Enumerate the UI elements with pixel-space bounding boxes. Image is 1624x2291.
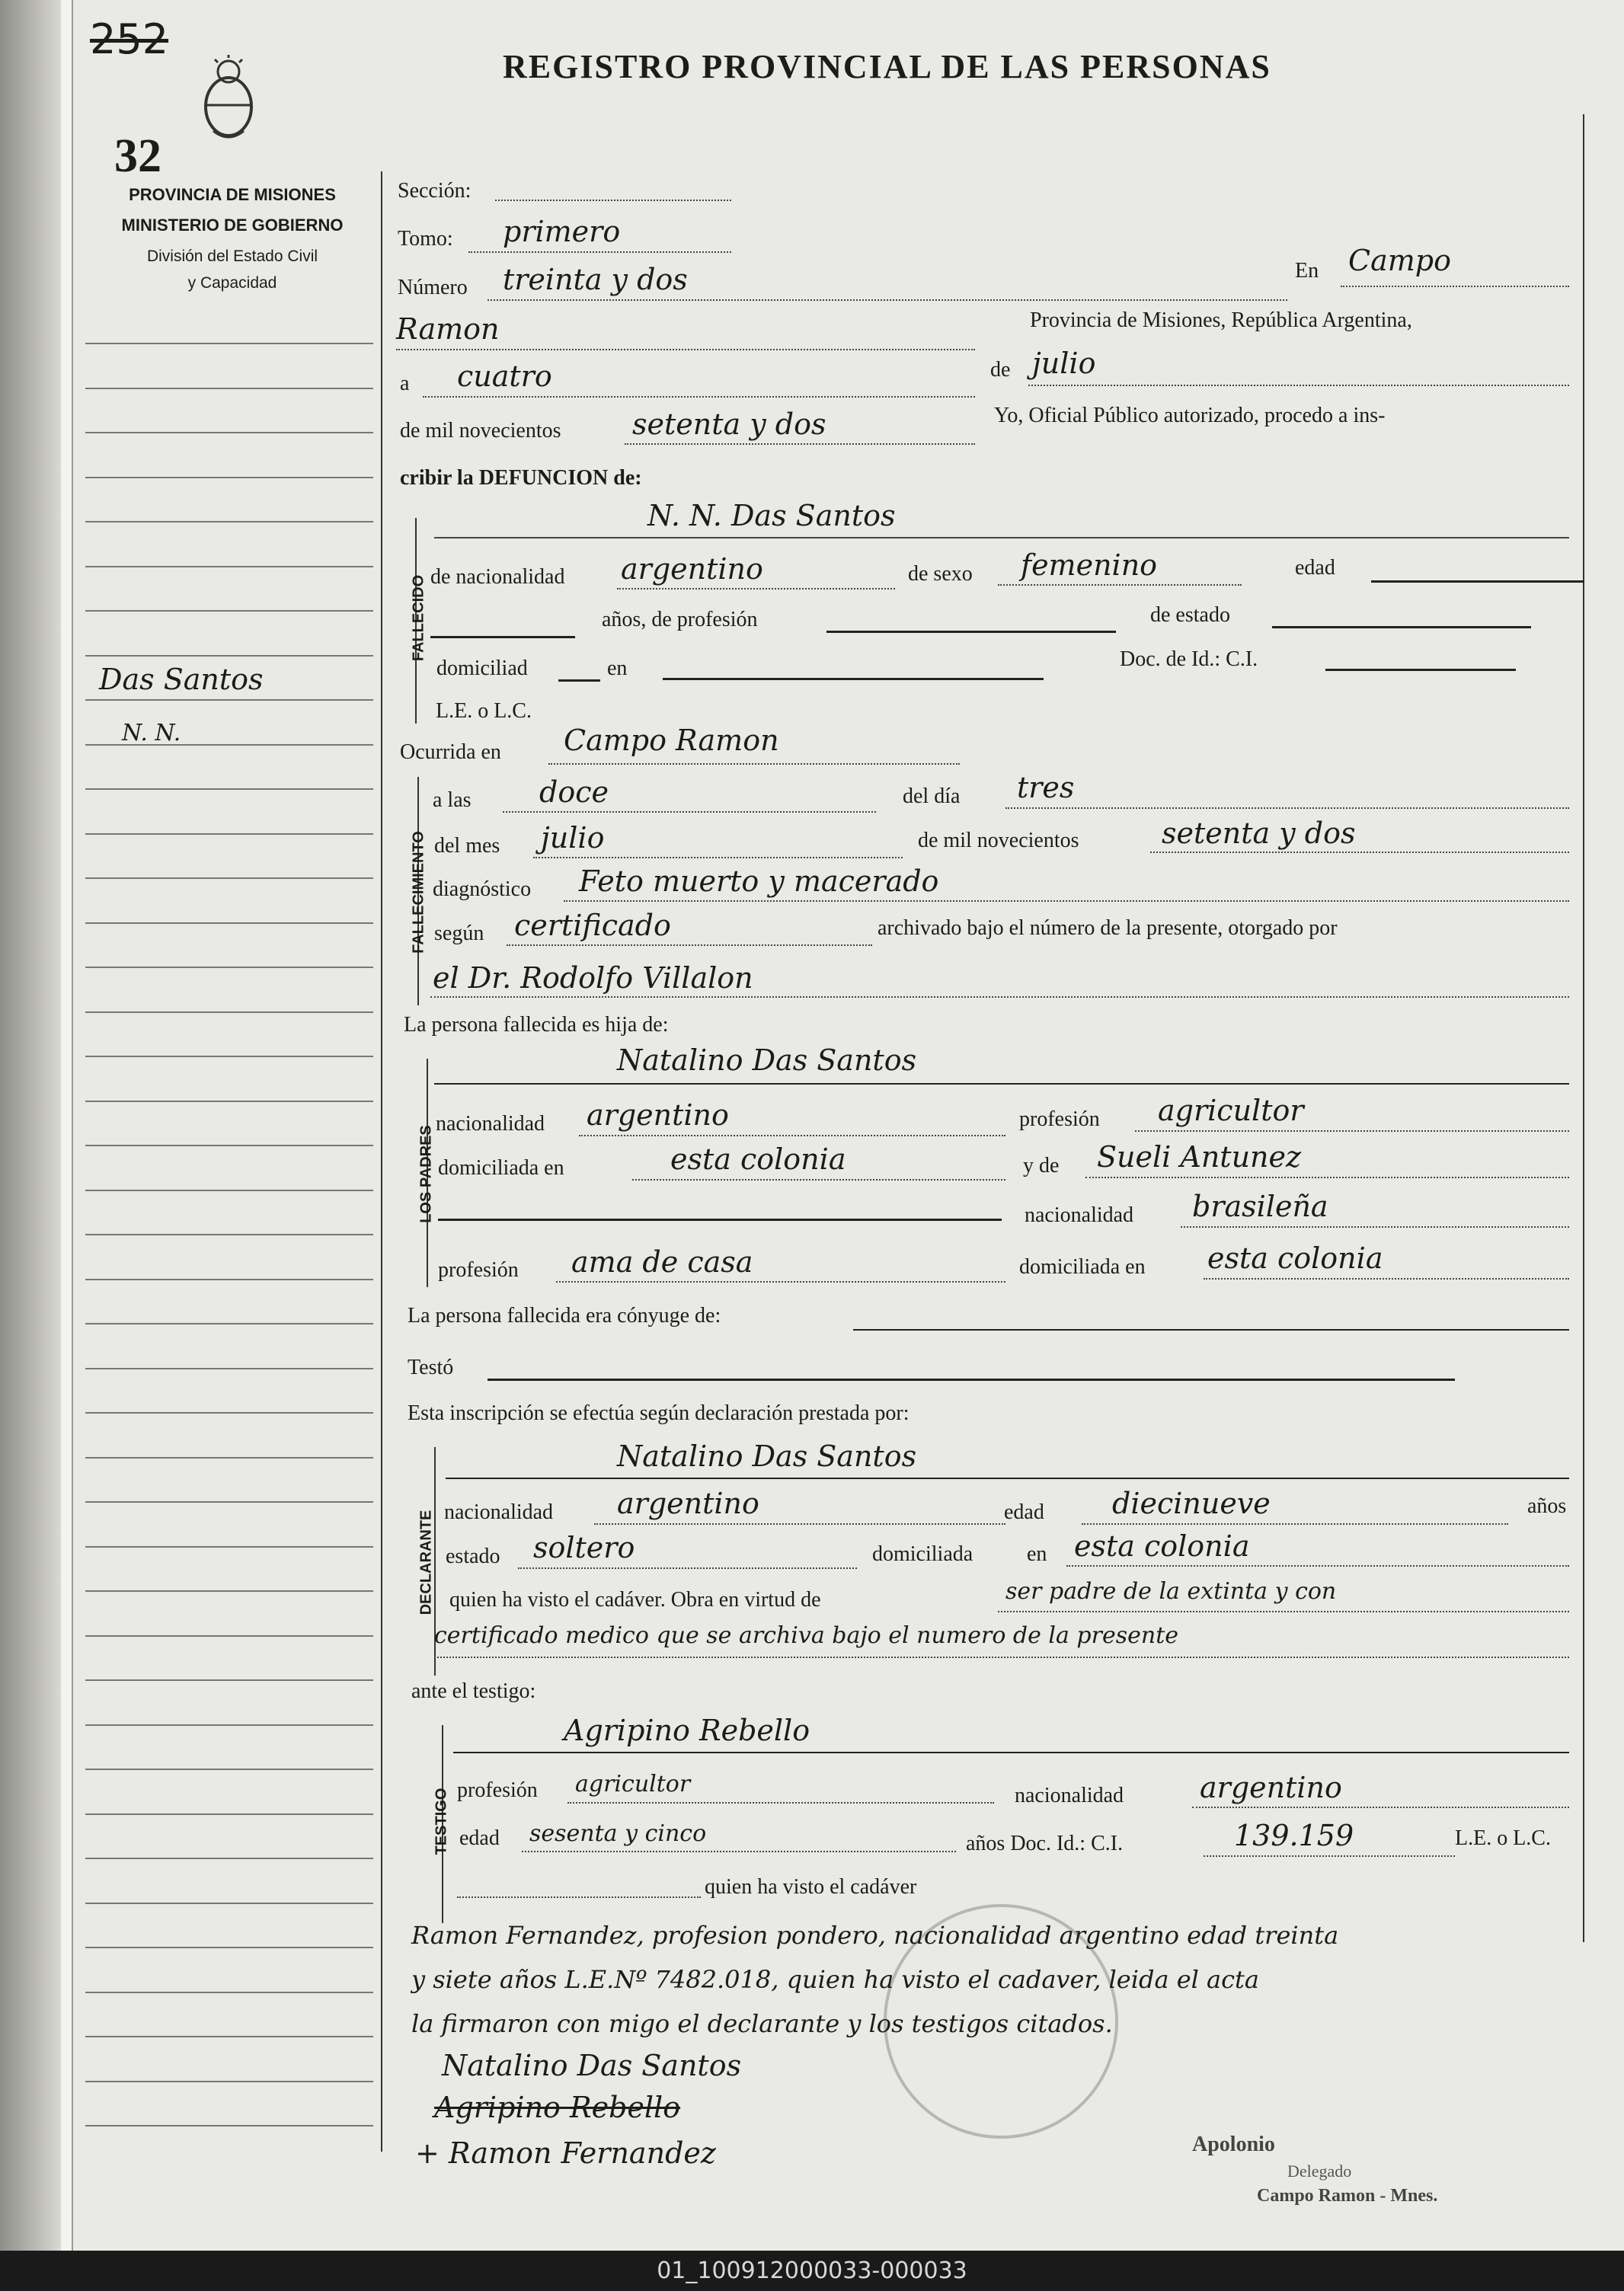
margin-note-surname: Das Santos — [99, 663, 264, 696]
page-title: REGISTRO PROVINCIAL DE LAS PERSONAS — [503, 48, 1271, 85]
declarante-virtud2-line — [434, 1657, 1569, 1658]
testigo-edad-label: edad — [459, 1826, 500, 1850]
margin-ruled-line — [85, 833, 373, 835]
declarante-dom-en-label: en — [1027, 1542, 1047, 1566]
margin-ruled-line — [85, 477, 373, 478]
officer-title: Delegado — [1287, 2162, 1352, 2181]
madre-nac-value: brasileña — [1192, 1190, 1328, 1223]
margin-ruled-line — [85, 699, 373, 701]
madre-name: Sueli Antunez — [1097, 1140, 1302, 1174]
declarante-intro: Esta inscripción se efectúa según declaración prestada por: — [408, 1401, 910, 1425]
struck-number: 252 — [90, 15, 169, 63]
testigo-doc-label: años Doc. Id.: C.I. — [966, 1832, 1124, 1855]
margin-ruled-line — [85, 521, 373, 522]
padres-blank-line — [438, 1219, 1002, 1221]
seccion-line — [495, 200, 731, 201]
en-line — [1341, 286, 1569, 287]
testigo-prof-value: agricultor — [575, 1771, 691, 1797]
testigo-visto-label: quien ha visto el cadáver — [705, 1875, 917, 1899]
division-heading: División del Estado Civil — [146, 248, 318, 265]
testigo-edad-value: sesenta y cinco — [529, 1820, 707, 1847]
estado-line — [1272, 626, 1531, 628]
signature-testigo: Agripino Rebello — [434, 2091, 681, 2124]
segun-label: según — [434, 922, 484, 945]
a-label: a — [400, 372, 410, 395]
madre-dom-line — [1204, 1278, 1569, 1280]
margin-ruled-line — [85, 655, 373, 657]
deceased-name: N. N. Das Santos — [647, 499, 896, 532]
province-text: Provincia de Misiones, República Argentina, — [1030, 308, 1412, 332]
le-label: L.E. o L.C. — [436, 699, 532, 723]
profesion-line — [826, 631, 1116, 633]
padre-nac-line — [579, 1135, 1005, 1136]
diagnostico-line — [564, 900, 1569, 902]
margin-ruled-line — [85, 1323, 373, 1324]
declarante-name: Natalino Das Santos — [617, 1439, 917, 1473]
closing-line-1: Ramon Fernandez, profesion pondero, nacionalidad argentino edad treinta — [411, 1921, 1339, 1950]
margin-ruled-line — [85, 1145, 373, 1146]
margin-ruled-line — [85, 1368, 373, 1369]
doctor-value: el Dr. Rodolfo Villalon — [433, 961, 753, 995]
declarante-edad-label: edad — [1004, 1500, 1044, 1524]
declarante-nac-line — [594, 1523, 1005, 1525]
margin-ruled-line — [85, 1190, 373, 1191]
en-label: En — [1295, 259, 1319, 283]
de-label: de — [990, 358, 1011, 382]
sexo-label: de sexo — [908, 562, 973, 586]
mes-value: julio — [541, 821, 605, 855]
margin-ruled-line — [85, 1992, 373, 1993]
declarante-dom-label: domiciliada — [872, 1542, 973, 1566]
madre-prof-value: ama de casa — [571, 1245, 753, 1279]
padre-prof-line — [1135, 1130, 1569, 1132]
testo-line — [488, 1379, 1455, 1381]
margin-ruled-line — [85, 1635, 373, 1637]
sexo-line — [998, 584, 1242, 586]
declarante-dom-value: esta colonia — [1074, 1529, 1250, 1563]
testigo-prof-line — [567, 1802, 994, 1804]
margin-ruled-line — [85, 1903, 373, 1904]
ante-testigo-label: ante el testigo: — [411, 1679, 536, 1703]
madre-nac-label: nacionalidad — [1025, 1203, 1134, 1227]
declarante-estado-value: soltero — [533, 1531, 635, 1564]
a-las-label: a las — [433, 788, 472, 812]
margin-ruled-line — [85, 1234, 373, 1235]
closing-line-3: la firmaron con migo el declarante y los testigos citados. — [411, 2009, 1113, 2038]
margin-ruled-line — [85, 1501, 373, 1503]
anio-value: setenta y dos — [1162, 816, 1356, 850]
margin-ruled-line — [85, 1724, 373, 1726]
margin-ruled-line — [85, 1412, 373, 1414]
declarante-edad-value: diecinueve — [1112, 1487, 1271, 1520]
dia-value: tres — [1017, 771, 1075, 804]
signature-declarante: Natalino Das Santos — [442, 2049, 742, 2082]
margin-ruled-line — [85, 2125, 373, 2126]
numero-value: treinta y dos — [503, 263, 688, 296]
a-las-value: doce — [539, 775, 609, 809]
margin-ruled-line — [85, 877, 373, 879]
margin-ruled-line — [85, 2081, 373, 2082]
en-value: Campo — [1348, 244, 1451, 277]
margin-ruled-line — [85, 922, 373, 924]
a-las-line — [503, 811, 876, 813]
year-line — [625, 443, 975, 445]
month-value: julio — [1032, 347, 1096, 380]
testigo-doc-value: 139.159 — [1234, 1819, 1354, 1852]
officer-text: Yo, Oficial Público autorizado, procedo a ins- — [994, 404, 1386, 427]
padre-name: Natalino Das Santos — [617, 1043, 917, 1077]
padre-prof-value: agricultor — [1158, 1094, 1304, 1127]
mes-label: del mes — [434, 834, 500, 858]
fallecido-nacionalidad-label: de nacionalidad — [430, 565, 565, 589]
madre-prof-label: profesión — [438, 1258, 519, 1282]
margin-rule — [381, 171, 382, 2152]
margin-note-name: N. N. — [122, 720, 181, 746]
image-footer-id: 01_100912000033-000033 — [0, 2251, 1624, 2291]
padre-dom-line — [632, 1179, 1005, 1181]
declarante-nac-label: nacionalidad — [444, 1500, 554, 1524]
edad-label: edad — [1295, 556, 1335, 580]
tomo-value: primero — [503, 215, 621, 248]
margin-ruled-line — [85, 432, 373, 433]
fallecido-nacionalidad: argentino — [621, 552, 763, 586]
ocurrida-line — [548, 763, 960, 765]
margin-ruled-line — [85, 1011, 373, 1013]
dia-line — [1005, 807, 1569, 809]
anio-label: de mil novecientos — [918, 829, 1079, 852]
madre-dom-value: esta colonia — [1207, 1241, 1383, 1275]
tomo-label: Tomo: — [398, 227, 453, 251]
diagnostico-value: Feto muerto y macerado — [579, 864, 939, 898]
sexo-value: femenino — [1021, 548, 1158, 582]
a-day-line — [423, 396, 975, 398]
padre-name-line — [434, 1083, 1569, 1085]
madre-dom-label: domiciliada en — [1019, 1255, 1146, 1279]
declarante-virtud2-value: certificado medico que se archiva bajo el numero de la presente — [434, 1622, 1179, 1649]
margin-ruled-line — [85, 1679, 373, 1681]
madre-prof-line — [556, 1281, 1005, 1283]
capacity-heading: y Capacidad — [187, 274, 277, 292]
testigo-edad-line — [522, 1851, 956, 1852]
testo-label: Testó — [408, 1356, 454, 1379]
declarante-dom-line — [1066, 1565, 1569, 1567]
margin-ruled-line — [85, 788, 373, 790]
edad-line — [1371, 580, 1584, 583]
domicilio-en-label: en — [607, 657, 628, 680]
declarante-virtud-value: ser padre de la extinta y con — [1005, 1578, 1337, 1605]
anos-profesion-label: años, de profesión — [602, 608, 758, 631]
margin-ruled-line — [85, 1947, 373, 1948]
officer-place: Campo Ramon - Mnes. — [1257, 2186, 1438, 2206]
ocurrida-label: Ocurrida en — [400, 740, 501, 764]
book-binding — [0, 0, 61, 2251]
conyuge-label: La persona fallecida era cónyuge de: — [408, 1304, 721, 1328]
testigo-nac-label: nacionalidad — [1015, 1784, 1124, 1807]
declarante-virtud-line — [998, 1611, 1569, 1612]
declarante-name-line — [446, 1478, 1569, 1479]
margin-ruled-line — [85, 388, 373, 389]
margin-ruled-line — [85, 1858, 373, 1859]
archivado-text: archivado bajo el número de la presente, otorgado por — [878, 916, 1338, 940]
doc-line — [1325, 669, 1516, 671]
fallecido-side-label: FALLECIDO — [410, 574, 427, 662]
coat-of-arms-icon — [190, 55, 267, 146]
place-line — [396, 349, 975, 350]
domiciliad-line — [558, 679, 600, 682]
padre-nac-label: nacionalidad — [436, 1112, 545, 1136]
ministry-heading: MINISTERIO DE GOBIERNO — [121, 216, 344, 235]
numero-label: Número — [398, 276, 468, 299]
padre-nac-value: argentino — [587, 1098, 729, 1132]
signature-third: + Ramon Fernandez — [415, 2136, 716, 2170]
declarante-nac-value: argentino — [617, 1487, 759, 1520]
margin-ruled-line — [85, 1546, 373, 1548]
margin-ruled-line — [85, 343, 373, 344]
officer-name: Apolonio — [1192, 2133, 1275, 2156]
doc-label: Doc. de Id.: C.I. — [1120, 647, 1258, 671]
madre-name-line — [1085, 1177, 1569, 1178]
yde-label: y de — [1023, 1154, 1060, 1177]
anos-line — [430, 636, 575, 638]
inscribir-text: cribir la DEFUNCION de: — [400, 466, 642, 490]
seccion-label: Sección: — [398, 179, 472, 203]
declarante-side-label: DECLARANTE — [417, 1510, 435, 1615]
numero-line — [488, 299, 1287, 301]
margin-ruled-line — [85, 610, 373, 612]
declarante-estado-label: estado — [446, 1545, 500, 1568]
margin-ruled-line — [85, 1056, 373, 1057]
margin-ruled-line — [85, 1101, 373, 1102]
domicilio-line — [663, 678, 1044, 680]
padre-dom-value: esta colonia — [670, 1142, 846, 1176]
page-edge — [61, 0, 73, 2251]
declarante-edad-line — [1082, 1523, 1508, 1525]
hija-label: La persona fallecida es hija de: — [404, 1013, 669, 1037]
margin-ruled-line — [85, 2036, 373, 2037]
right-rule — [1583, 114, 1584, 1942]
fallecido-nacionalidad-line — [617, 588, 895, 590]
margin-ruled-line — [85, 1813, 373, 1815]
domiciliad-label: domiciliad — [436, 657, 528, 680]
diagnostico-label: diagnóstico — [433, 877, 532, 901]
estado-label: de estado — [1150, 603, 1230, 627]
year-label: de mil novecientos — [400, 419, 561, 443]
madre-nac-line — [1181, 1226, 1569, 1228]
place-value: Ramon — [396, 312, 500, 346]
padre-dom-label: domiciliada en — [438, 1156, 564, 1180]
testigo-doc-line — [1204, 1855, 1455, 1857]
testigo-le-label: L.E. o L.C. — [1455, 1826, 1551, 1850]
margin-ruled-line — [85, 967, 373, 968]
tomo-line — [468, 251, 731, 253]
margin-ruled-line — [85, 1457, 373, 1459]
doctor-line — [430, 996, 1569, 998]
ocurrida-value: Campo Ramon — [564, 724, 779, 757]
testigo-nac-line — [1192, 1807, 1569, 1808]
mes-line — [533, 857, 903, 858]
declarante-anos-label: años — [1527, 1494, 1567, 1518]
anio-line — [1150, 852, 1569, 853]
margin-ruled-line — [85, 1279, 373, 1280]
province-heading: PROVINCIA DE MISIONES — [129, 185, 336, 204]
conyuge-line — [853, 1329, 1569, 1331]
testigo-name-line — [453, 1752, 1569, 1753]
margin-ruled-line — [85, 566, 373, 567]
deceased-name-line — [434, 537, 1569, 538]
testigo-name: Agripino Rebello — [564, 1714, 810, 1747]
segun-line — [507, 944, 872, 946]
folio-number: 32 — [114, 130, 161, 182]
declarante-visto-label: quien ha visto el cadáver. Obra en virtud de — [449, 1588, 821, 1612]
margin-ruled-line — [85, 1769, 373, 1770]
year-value: setenta y dos — [632, 407, 826, 441]
testigo-side-label: TESTIGO — [433, 1788, 450, 1855]
declarante-estado-line — [518, 1567, 857, 1569]
a-day-value: cuatro — [457, 359, 552, 393]
dia-label: del día — [903, 784, 961, 808]
margin-ruled-line — [85, 1590, 373, 1592]
fallecimiento-side-label: FALLECIMIENTO — [410, 831, 427, 954]
month-line — [1028, 385, 1569, 386]
padre-prof-label: profesión — [1019, 1107, 1100, 1131]
closing-line-2: y siete años L.E.Nº 7482.018, quien ha visto el cadaver, leida el acta — [411, 1965, 1259, 1994]
testigo-nac-value: argentino — [1200, 1771, 1342, 1804]
padres-side-label: LOS PADRES — [417, 1125, 435, 1223]
segun-value: certificado — [514, 909, 671, 942]
testigo-prof-label: profesión — [457, 1778, 538, 1802]
testigo-visto-line — [457, 1896, 701, 1898]
